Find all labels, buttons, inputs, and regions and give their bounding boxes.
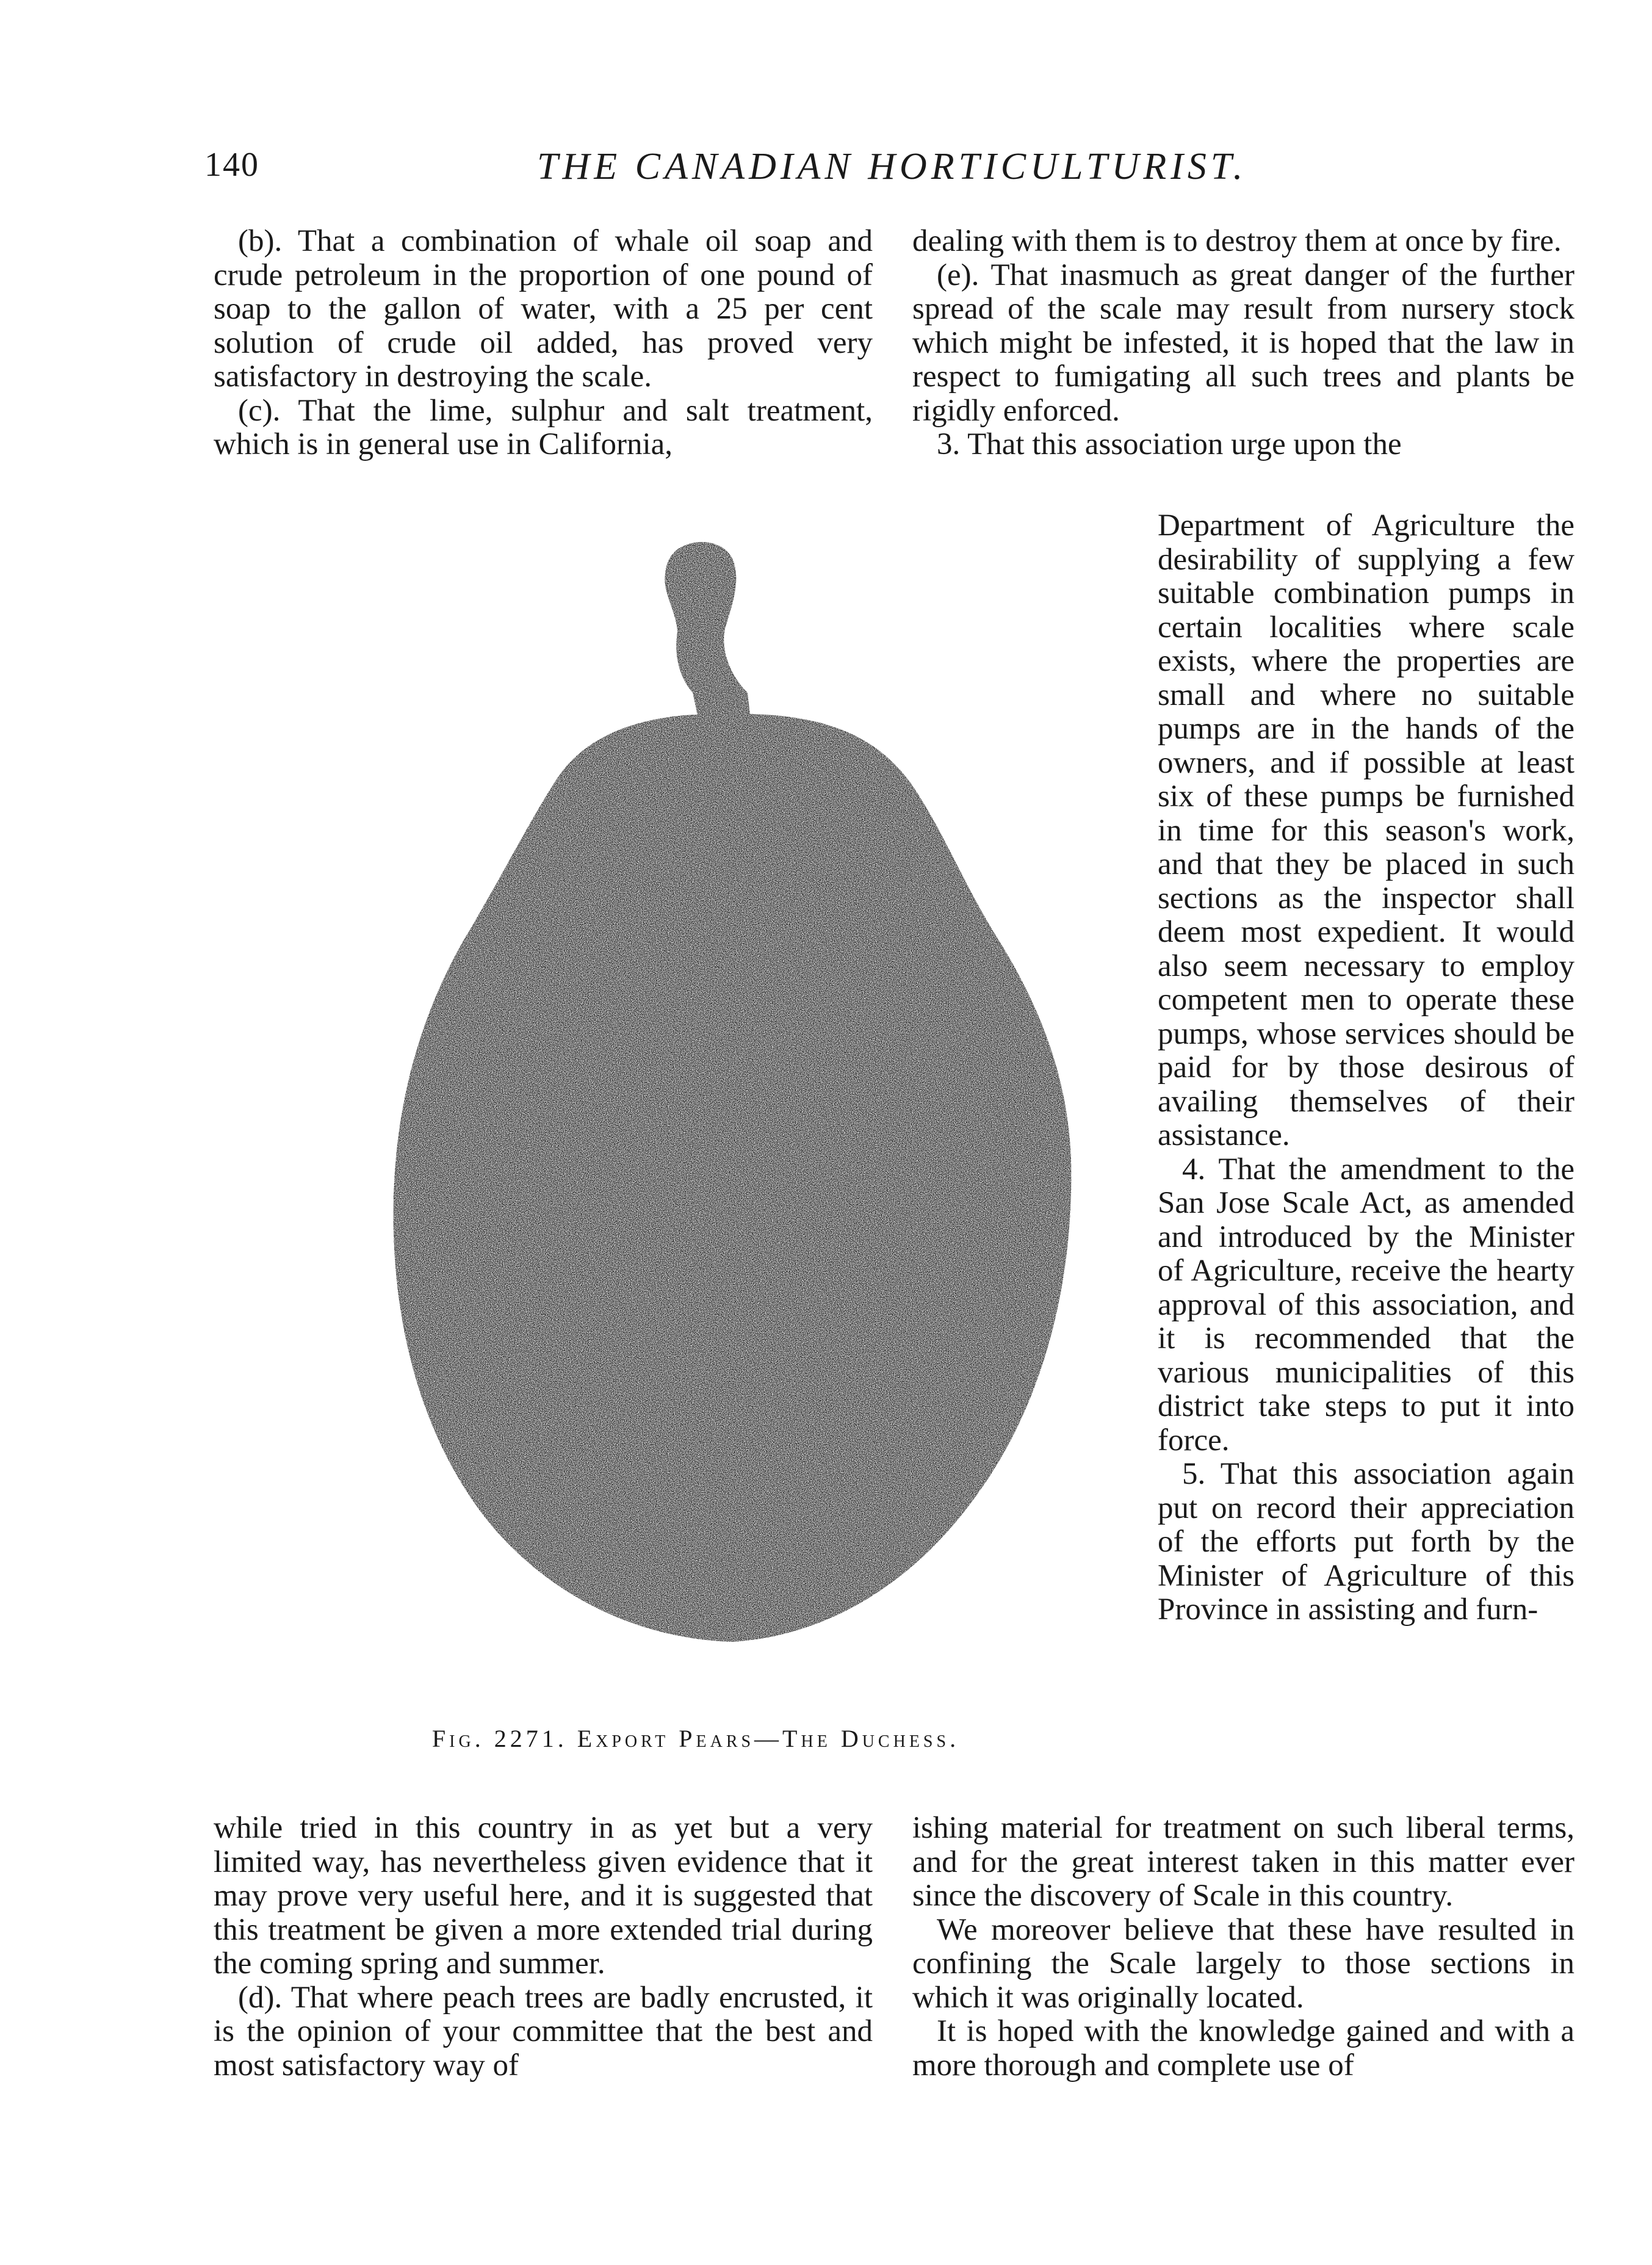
paragraph: (e). That inasmuch as great danger of the further spread of the scale may result from nursery stock which might be infested, it is hoped that the law in respect to fumigating all such trees and plants be rigidly enforced. xyxy=(912,258,1574,428)
right-column-bottom xyxy=(912,1812,1574,2083)
paragraph: 3. That this association urge upon the xyxy=(937,427,1402,461)
pear-stem xyxy=(665,542,751,720)
paragraph: We moreover believe that these have resulted in confining the Scale largely to those sections in which it was originally located. xyxy=(912,1912,1574,2015)
pear-illustration xyxy=(391,537,1074,1685)
paragraph: It is hoped with the knowledge gained and with a more thorough and complete use of xyxy=(912,2014,1574,2083)
pear-icon xyxy=(391,537,1074,1685)
pear-body xyxy=(394,714,1072,1642)
paragraph: 4. That the amendment to the San Jose Scale Act, as amended and introduced by the Minister of Agriculture, receive the hearty approval of this association, and it is recommended that the various municipalities of this district take steps to put it into force. xyxy=(1158,1152,1574,1458)
paragraph: 5. That this association again put on record their appreciation of the efforts put forth by the Minister of Agriculture of this Province in assisting and furn- xyxy=(1158,1457,1574,1627)
paragraph: (b). That a combination of whale oil soap and crude petroleum in the proportion of one pound of soap to the gallon of water, with a 25 per cent solution of crude oil added, has proved very satisfactory in destroying the scale. xyxy=(214,224,873,394)
running-title: THE CANADIAN HORTICULTURIST. xyxy=(537,146,1247,187)
left-column-top xyxy=(214,225,873,462)
paragraph: (d). That where peach trees are badly encrusted, it is the opinion of your committee that the best and most satisfactory way of xyxy=(214,1980,873,2083)
right-column-top xyxy=(912,225,1574,462)
paragraph: dealing with them is to destroy them at once by fire. xyxy=(912,224,1562,258)
page-header xyxy=(0,145,1652,200)
paragraph: ishing material for treatment on such liberal terms, and for the great interest taken in this matter ever since the discovery of Scale in this country. xyxy=(912,1811,1574,1913)
paragraph: Department of Agriculture the desirability of supplying a few suitable combination pumps in certain localities where scale exists, where the properties are small and where no suitable pumps are in the hands of the owners, and if possible at least six of these pumps be furnished in time for this season's work, and that they be placed in such sections as the inspector shall deem most expedient. It would also seem necessary to employ competent men to operate these pumps, whose services should be paid for by those desirous of availing themselves of their assistance. xyxy=(1158,508,1574,1152)
paragraph: while tried in this country in as yet but a very limited way, has nevertheless given evidence that it may prove very useful here, and it is suggested that this treatment be given a more extended trial during the coming spring and summer. xyxy=(214,1811,873,1981)
page-number: 140 xyxy=(204,146,259,184)
paragraph: (c). That the lime, sulphur and salt treatment, which is in general use in California, xyxy=(214,393,873,461)
figure-caption: Fig. 2271. Export Pears—The Duchess. xyxy=(431,1725,960,1752)
right-column-narrow xyxy=(1158,509,1574,1627)
left-column-bottom xyxy=(214,1812,873,2083)
